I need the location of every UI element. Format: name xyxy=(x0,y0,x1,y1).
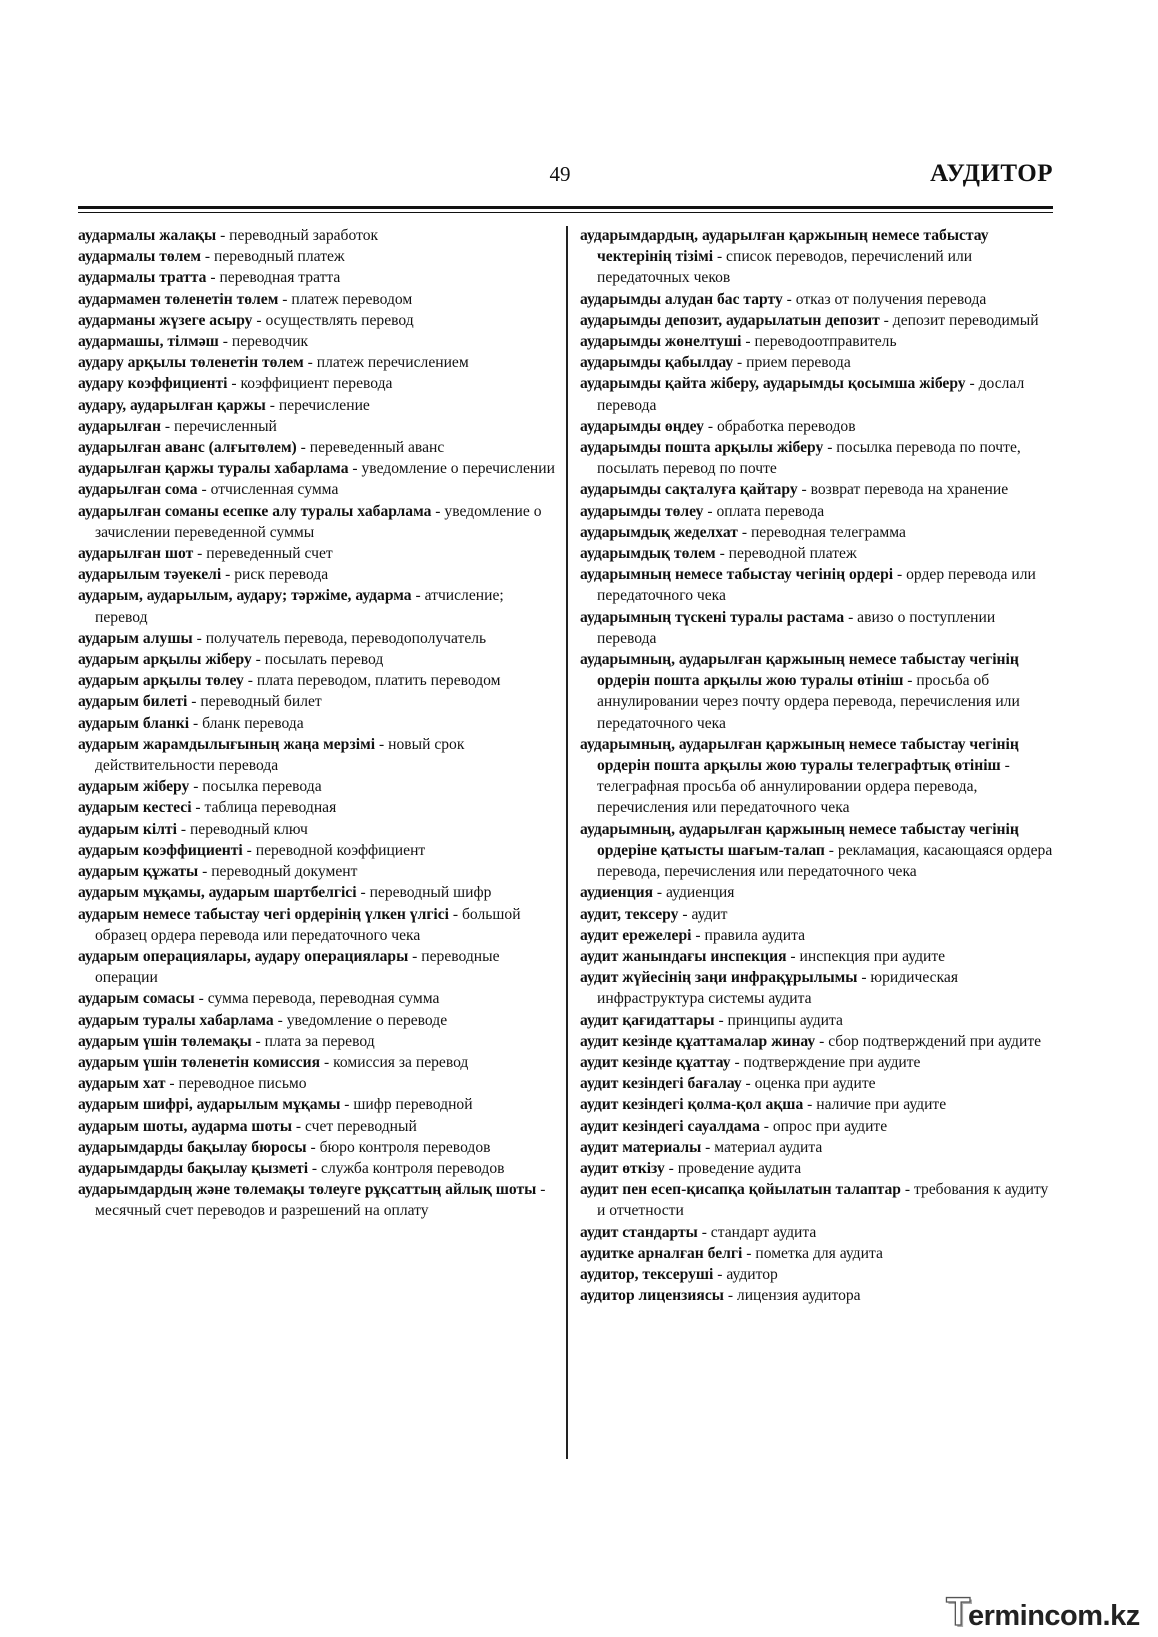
entry-translation: переводчик xyxy=(231,333,309,351)
entry-term: аудармалы тратта xyxy=(78,269,207,287)
entry-term: аударымның, аударылған қаржының немесе табыстау чегінің ордеріне қатысты шағым-талап xyxy=(580,820,1019,859)
entry-translation: шифр переводной xyxy=(353,1096,473,1114)
entry-term: аударымның түскені туралы растама xyxy=(580,608,845,626)
dictionary-entry: аудит кезінде құаттамалар жинау - сбор подтверждений при аудите xyxy=(580,1032,1042,1050)
entry-term: аударым жарамдылығының жаңа мерзімі xyxy=(78,735,376,753)
dictionary-entry: аударымдық төлем - переводной платеж xyxy=(580,545,857,563)
entry-translation: аудитор xyxy=(726,1265,778,1283)
dictionary-entry: аударым бланкі - бланк перевода xyxy=(78,714,304,732)
dictionary-entry: аудармалы төлем - переводный платеж xyxy=(78,248,345,266)
dictionary-entry: аудитор лицензиясы - лицензия аудитора xyxy=(580,1287,861,1305)
dictionary-entry: аударымды алудан бас тарту - отказ от получения перевода xyxy=(580,290,987,308)
entry-translation: посылка перевода xyxy=(202,778,322,796)
entry-translation: переводная тратта xyxy=(219,269,341,287)
entry-term: аудит кезіндегі сауалдама xyxy=(580,1117,760,1135)
dictionary-entry: аударылған соманы есепке алу туралы хабарлама - уведомление о зачислении переведенной суммы xyxy=(78,502,542,541)
entry-translation: переводной коэффициент xyxy=(255,841,426,859)
dictionary-entry: аударымдардың және төлемақы төлеуге рұқсаттың айлық шоты - месячный счет переводов и разрешений на оплату xyxy=(78,1181,546,1220)
entry-translation: возврат перевода на хранение xyxy=(810,481,1009,499)
dictionary-entry: аудармамен төленетін төлем - платеж переводом xyxy=(78,290,413,308)
dictionary-entry: аударымдарды бақылау бюросы - бюро контроля переводов xyxy=(78,1138,491,1156)
dictionary-entry: аударылған сома - отчисленная сумма xyxy=(78,481,339,499)
entry-translation: проведение аудита xyxy=(677,1159,802,1177)
entry-term: аударым коэффициенті xyxy=(78,841,243,859)
dictionary-entry: аударылған шот - переведенный счет xyxy=(78,545,333,563)
entry-term: аударымды алудан бас тарту xyxy=(580,290,783,308)
dictionary-entry: аударым операциялары, аудару операциялары - переводные операции xyxy=(78,947,500,987)
right-column xyxy=(580,225,1056,1306)
entry-term: аударым құжаты xyxy=(78,863,199,881)
entry-translation: переведенный аванс xyxy=(309,439,445,457)
entry-translation: уведомление о перечислении xyxy=(361,460,555,478)
entry-term: аударымды сақталуға қайтару xyxy=(580,481,798,499)
entry-translation: дослал перевода xyxy=(597,375,1025,414)
entry-term: аударым алушы xyxy=(78,629,193,647)
entry-term: аудит жүйесінің заңи инфрақұрылымы xyxy=(580,969,858,987)
dictionary-entry: аудит кезіндегі сауалдама - опрос при аудите xyxy=(580,1117,888,1135)
entry-translation: авизо о поступлении перевода xyxy=(597,608,996,647)
entry-term: аудит кезіндегі қолма-қол ақша xyxy=(580,1096,804,1114)
entry-translation: перечисление xyxy=(278,396,370,414)
dictionary-entry: аудиенция - аудиенция xyxy=(580,884,735,902)
dictionary-entry: аударым үшін төленетін комиссия - комиссия за перевод xyxy=(78,1053,469,1071)
left-column xyxy=(78,225,556,1222)
entry-translation: плата переводом, платить переводом xyxy=(256,672,501,690)
entry-term: аударым жіберу xyxy=(78,778,190,796)
dictionary-entry: аударымды қабылдау - прием перевода xyxy=(580,354,851,372)
terminkom-logo xyxy=(946,1590,1151,1632)
dictionary-entry: аударым коэффициенті - переводной коэффициент xyxy=(78,841,426,859)
dictionary-entry: аударымның немесе табыстау чегінің ордері - ордер перевода или передаточного чека xyxy=(580,566,1036,605)
dictionary-entry: аудит ережелері - правила аудита xyxy=(580,926,805,944)
entry-translation: просьба об аннулировании через почту ордера перевода, перечисления или передаточного чека xyxy=(597,672,1020,732)
entry-term: аударымның немесе табыстау чегінің ордері xyxy=(580,566,894,584)
entry-term: аударымдық төлем xyxy=(580,545,716,563)
entry-term: аударым билеті xyxy=(78,693,188,711)
dictionary-entry: аударымды сақталуға қайтару - возврат перевода на хранение xyxy=(580,481,1009,499)
entry-term: аударым шифрі, аударылым мұқамы xyxy=(78,1096,341,1114)
entry-term: аудит кезінде құаттамалар жинау xyxy=(580,1032,816,1050)
entry-translation: переводный ключ xyxy=(189,820,308,838)
entry-term: аударымды қабылдау xyxy=(580,354,734,372)
entry-term: аударылған соманы есепке алу туралы хабарлама xyxy=(78,502,432,520)
entry-translation: бюро контроля переводов xyxy=(319,1138,491,1156)
entry-translation: новый срок действительности перевода xyxy=(95,735,465,775)
dictionary-entry: аудармалы жалақы - переводный заработок xyxy=(78,227,379,244)
entry-translation: прием перевода xyxy=(746,354,851,372)
dictionary-entry: аударымды өңдеу - обработка переводов xyxy=(580,417,856,435)
entry-translation: юридическая инфраструктура системы аудита xyxy=(597,969,958,1008)
dictionary-entry: аудармашы, тілмәш - переводчик xyxy=(78,333,309,351)
entry-term: аудармамен төленетін төлем xyxy=(78,290,279,308)
entry-term: аударым үшін төленетін комиссия xyxy=(78,1053,321,1071)
dictionary-entry: аударымды жөнелтуші - переводоотправитель xyxy=(580,333,897,351)
entry-translation: депозит переводимый xyxy=(892,311,1039,329)
entry-term: аудит стандарты xyxy=(580,1223,698,1241)
dictionary-entry: аудит қағидаттары - принципы аудита xyxy=(580,1011,843,1029)
entry-translation: переводный платеж xyxy=(213,248,345,266)
entry-term: аудит кезіндегі бағалау xyxy=(580,1075,742,1093)
dictionary-entry: аудару арқылы төленетін төлем - платеж перечислением xyxy=(78,354,469,372)
entry-translation: получатель перевода, переводополучатель xyxy=(205,629,487,647)
entry-term: аударымды өңдеу xyxy=(580,417,704,435)
entry-translation: рекламация, касающаяся ордера перевода, перечисления или передаточного чека xyxy=(597,841,1053,881)
entry-translation: переводный документ xyxy=(211,863,358,881)
entry-translation: список переводов, перечислений или передаточных чеков xyxy=(597,248,973,287)
dictionary-entry: аудару коэффициенті - коэффициент перевода xyxy=(78,375,393,393)
dictionary-entry: аударым арқылы төлеу - плата переводом, платить переводом xyxy=(78,672,501,690)
entry-term: аударымдарды бақылау қызметі xyxy=(78,1159,309,1177)
dictionary-entry: аударымның, аударылған қаржының немесе табыстау чегінің ордерін пошта арқылы жою туралы телеграфтық өтініш - телеграфная просьба об аннулировании ордера перевода, перечисления или передаточного чека xyxy=(580,735,1019,817)
entry-term: аудит пен есеп-қисапқа қойылатын талаптар xyxy=(580,1181,901,1199)
dictionary-entry: аудит пен есеп-қисапқа қойылатын талаптар - требования к аудиту и отчетности xyxy=(580,1181,1049,1220)
entry-translation: переводный билет xyxy=(200,693,322,711)
entry-term: аудит қағидаттары xyxy=(580,1011,715,1029)
dictionary-entry: аударым немесе табыстау чегі ордерінің үлкен үлгісі - большой образец ордера перевода или передаточного чека xyxy=(78,905,521,944)
entry-translation: месячный счет переводов и разрешений на оплату xyxy=(95,1202,429,1220)
entry-term: аударылған xyxy=(78,417,161,435)
header-rule xyxy=(78,206,1053,209)
entry-translation: правила аудита xyxy=(704,926,805,944)
entry-term: аударымдық жеделхат xyxy=(580,523,738,541)
entry-term: аударым мұқамы, аударым шартбелгісі xyxy=(78,884,357,902)
dictionary-entry: аударым шоты, аударма шоты - счет переводный xyxy=(78,1117,417,1135)
entry-term: аударым, аударылым, аудару; тәржіме, аударма xyxy=(78,587,412,605)
entry-term: аударым хат xyxy=(78,1075,166,1093)
entry-translation: оплата перевода xyxy=(716,502,825,520)
dictionary-entry: аударым туралы хабарлама - уведомление о переводе xyxy=(78,1011,448,1029)
entry-translation: переводные операции xyxy=(95,947,500,987)
running-head: АУДИТОР xyxy=(930,160,1053,187)
entry-translation: телеграфная просьба об аннулировании ордера перевода, перечисления или передаточного чека xyxy=(597,778,978,817)
entry-translation: ордер перевода или передаточного чека xyxy=(597,566,1036,605)
entry-term: аударылған сома xyxy=(78,481,198,499)
entry-term: аудитке арналған белгі xyxy=(580,1244,743,1262)
dictionary-entry: аударым мұқамы, аударым шартбелгісі - переводный шифр xyxy=(78,884,492,902)
entry-term: аудиенция xyxy=(580,884,654,902)
entry-translation: посылать перевод xyxy=(264,651,384,669)
dictionary-entry: аударымды төлеу - оплата перевода xyxy=(580,502,825,520)
entry-term: аударылған аванс (алғытөлем) xyxy=(78,439,297,457)
entry-term: аударым туралы хабарлама xyxy=(78,1011,274,1029)
entry-translation: подтверждение при аудите xyxy=(743,1053,921,1071)
header-rule-thin xyxy=(78,212,1053,213)
entry-term: аударымды қайта жіберу, аударымды қосымша жіберу xyxy=(580,375,966,393)
entry-term: аудит өткізу xyxy=(580,1159,665,1177)
entry-term: аударымдардың және төлемақы төлеуге рұқсаттың айлық шоты xyxy=(78,1181,537,1199)
entry-term: аудару, аударылған қаржы xyxy=(78,396,266,414)
entry-term: аударым бланкі xyxy=(78,714,190,732)
entry-term: аударылым тәуекелі xyxy=(78,566,222,584)
dictionary-entry: аудит кезіндегі қолма-қол ақша - наличие при аудите xyxy=(580,1096,947,1114)
entry-term: аударым шоты, аударма шоты xyxy=(78,1117,293,1135)
dictionary-entry: аударымның түскені туралы растама - авизо о поступлении перевода xyxy=(580,608,996,647)
entry-translation: обработка переводов xyxy=(716,417,856,435)
entry-translation: отчисленная сумма xyxy=(210,481,339,499)
entry-translation: аудиенция xyxy=(666,884,735,902)
entry-term: аудитор лицензиясы xyxy=(580,1287,724,1305)
dictionary-entry: аударманы жүзеге асыру - осуществлять перевод xyxy=(78,311,414,329)
dictionary-entry: аударымды пошта арқылы жіберу - посылка перевода по почте, посылать перевод по почте xyxy=(580,439,1021,478)
entry-translation: посылка перевода по почте, посылать перевод по почте xyxy=(597,439,1021,478)
entry-translation: комиссия за перевод xyxy=(333,1053,469,1071)
entry-translation: атчисление; перевод xyxy=(95,587,504,626)
entry-translation: материал аудита xyxy=(714,1138,823,1156)
entry-translation: платеж перечислением xyxy=(316,354,469,372)
dictionary-entry: аударым кестесі - таблица переводная xyxy=(78,799,337,817)
entry-translation: бланк перевода xyxy=(202,714,304,732)
entry-translation: большой образец ордера перевода или передаточного чека xyxy=(95,905,521,944)
entry-term: аударымды жөнелтуші xyxy=(580,333,742,351)
entry-translation: пометка для аудита xyxy=(755,1244,883,1262)
entry-translation: платеж переводом xyxy=(291,290,413,308)
dictionary-entry: аударым құжаты - переводный документ xyxy=(78,863,358,881)
entry-translation: счет переводный xyxy=(305,1117,417,1135)
entry-term: аударым кестесі xyxy=(78,799,192,817)
entry-term: аудармалы төлем xyxy=(78,248,201,266)
entry-term: аударым сомасы xyxy=(78,990,195,1008)
dictionary-entry: аударым билеті - переводный билет xyxy=(78,693,322,711)
dictionary-entry: аудит стандарты - стандарт аудита xyxy=(580,1223,817,1241)
entry-term: аударымды пошта арқылы жіберу xyxy=(580,439,824,457)
entry-translation: плата за перевод xyxy=(264,1032,375,1050)
entry-term: аударым арқылы төлеу xyxy=(78,672,244,690)
entry-term: аудару арқылы төленетін төлем xyxy=(78,354,304,372)
entry-translation: наличие при аудите xyxy=(816,1096,947,1114)
entry-translation: переводный заработок xyxy=(229,227,379,244)
entry-term: аударым кілті xyxy=(78,820,177,838)
column-divider xyxy=(566,226,568,1459)
entry-term: аудит кезінде құаттау xyxy=(580,1053,731,1071)
dictionary-entry: аударылған қаржы туралы хабарлама - уведомление о перечислении xyxy=(78,460,555,478)
entry-translation: переведенный счет xyxy=(206,545,333,563)
dictionary-entry: аудит өткізу - проведение аудита xyxy=(580,1159,802,1177)
entry-translation: инспекция при аудите xyxy=(799,947,946,965)
dictionary-entry: аудит жанындағы инспекция - инспекция при аудите xyxy=(580,947,946,965)
dictionary-entry: аударымның, аударылған қаржының немесе табыстау чегінің ордеріне қатысты шағым-талап - рекламация, касающаяся ордера перевода, перечисления или передаточного чека xyxy=(580,820,1053,881)
entry-term: аудит, тексеру xyxy=(580,905,679,923)
entry-translation: стандарт аудита xyxy=(710,1223,817,1241)
entry-term: аудармашы, тілмәш xyxy=(78,333,219,351)
entry-term: аудару коэффициенті xyxy=(78,375,228,393)
entry-translation: уведомление о зачислении переведенной суммы xyxy=(95,502,542,541)
dictionary-entry: аударымды депозит, аударылатын депозит - депозит переводимый xyxy=(580,311,1039,329)
dictionary-entry: аудитке арналған белгі - пометка для аудита xyxy=(580,1244,883,1262)
entry-term: аударым үшін төлемақы xyxy=(78,1032,252,1050)
dictionary-entry: аударым алушы - получатель перевода, переводополучатель xyxy=(78,629,487,647)
dictionary-entry: аудитор, тексеруші - аудитор xyxy=(580,1265,778,1283)
dictionary-entry: аударым кілті - переводный ключ xyxy=(78,820,308,838)
dictionary-entry: аударылым тәуекелі - риск перевода xyxy=(78,566,329,584)
entry-term: аударымдардың, аударылған қаржының немесе табыстау чектерінің тізімі xyxy=(580,227,989,266)
entry-translation: сбор подтверждений при аудите xyxy=(828,1032,1042,1050)
entry-term: аудит ережелері xyxy=(580,926,692,944)
dictionary-entry: аударым жіберу - посылка перевода xyxy=(78,778,322,796)
entry-translation: оценка при аудите xyxy=(754,1075,876,1093)
dictionary-entry: аударылған аванс (алғытөлем) - переведенный аванс xyxy=(78,439,445,457)
entry-term: аударым арқылы жіберу xyxy=(78,651,252,669)
page-number: 49 xyxy=(549,162,571,186)
dictionary-entry: аударым үшін төлемақы - плата за перевод xyxy=(78,1032,375,1050)
dictionary-entry: аудит жүйесінің заңи инфрақұрылымы - юридическая инфраструктура системы аудита xyxy=(580,969,958,1008)
entry-translation: переводной платеж xyxy=(728,545,857,563)
entry-translation: требования к аудиту и отчетности xyxy=(597,1181,1049,1220)
dictionary-entry: аударым сомасы - сумма перевода, переводная сумма xyxy=(78,990,440,1008)
entry-term: аудит жанындағы инспекция xyxy=(580,947,787,965)
entry-term: аударылған қаржы туралы хабарлама xyxy=(78,460,349,478)
dictionary-entry: аударым, аударылым, аудару; тәржіме, аударма - атчисление; перевод xyxy=(78,587,504,626)
entry-term: аударымды депозит, аударылатын депозит xyxy=(580,311,880,329)
dictionary-entry: аударым арқылы жіберу - посылать перевод xyxy=(78,651,384,669)
entry-translation: отказ от получения перевода xyxy=(795,290,987,308)
dictionary-entry: аудит, тексеру - аудит xyxy=(580,905,728,923)
entry-term: аудит материалы xyxy=(580,1138,702,1156)
dictionary-entry: аударымдық жеделхат - переводная телеграмма xyxy=(580,523,906,541)
dictionary-entry: аудит кезіндегі бағалау - оценка при аудите xyxy=(580,1075,876,1093)
entry-translation: уведомление о переводе xyxy=(286,1011,448,1029)
entry-translation: переводная телеграмма xyxy=(750,523,906,541)
dictionary-entry: аударымдардың, аударылған қаржының немесе табыстау чектерінің тізімі - список переводов, перечислений или передаточных чеков xyxy=(580,227,989,287)
entry-translation: переводоотправитель xyxy=(754,333,897,351)
dictionary-entry: аудармалы тратта - переводная тратта xyxy=(78,269,341,287)
entry-translation: перечисленный xyxy=(173,417,277,435)
entry-translation: лицензия аудитора xyxy=(736,1287,861,1305)
entry-translation: переводный шифр xyxy=(369,884,492,902)
entry-translation: коэффициент перевода xyxy=(240,375,393,393)
dictionary-entry: аударым шифрі, аударылым мұқамы - шифр переводной xyxy=(78,1096,473,1114)
dictionary-entry: аударымды қайта жіберу, аударымды қосымша жіберу - дослал перевода xyxy=(580,375,1025,414)
entry-term: аударымды төлеу xyxy=(580,502,704,520)
entry-term: аударым немесе табыстау чегі ордерінің үлкен үлгісі xyxy=(78,905,449,923)
dictionary-entry: аудару, аударылған қаржы - перечисление xyxy=(78,396,370,414)
watermark-letter: T xyxy=(946,1590,970,1634)
dictionary-entry: аударымның, аударылған қаржының немесе табыстау чегінің ордерін пошта арқылы жою туралы өтініш - просьба об аннулировании через почту ордера перевода, перечисления или передаточного чека xyxy=(580,651,1020,732)
entry-translation: таблица переводная xyxy=(204,799,337,817)
entry-term: аударымдарды бақылау бюросы xyxy=(78,1138,307,1156)
dictionary-entry: аудит материалы - материал аудита xyxy=(580,1138,823,1156)
entry-term: аударымның, аударылған қаржының немесе табыстау чегінің ордерін пошта арқылы жою туралы өтініш xyxy=(580,651,1019,690)
entry-translation: переводное письмо xyxy=(178,1075,307,1093)
entry-term: аударымның, аударылған қаржының немесе табыстау чегінің ордерін пошта арқылы жою туралы телеграфтық өтініш xyxy=(580,735,1019,775)
entry-term: аудармалы жалақы xyxy=(78,227,217,244)
dictionary-entry: аударылған - перечисленный xyxy=(78,417,277,435)
entry-translation: принципы аудита xyxy=(727,1011,843,1029)
entry-translation: служба контроля переводов xyxy=(321,1159,505,1177)
dictionary-entry: аударым хат - переводное письмо xyxy=(78,1075,307,1093)
entry-translation: сумма перевода, переводная сумма xyxy=(207,990,440,1008)
dictionary-entry: аударымдарды бақылау қызметі - служба контроля переводов xyxy=(78,1159,505,1177)
entry-term: аударманы жүзеге асыру xyxy=(78,311,253,329)
entry-translation: осуществлять перевод xyxy=(265,311,414,329)
entry-term: аудитор, тексеруші xyxy=(580,1265,714,1283)
entry-translation: риск перевода xyxy=(234,566,329,584)
entry-term: аударым операциялары, аудару операциялары xyxy=(78,947,409,965)
entry-translation: опрос при аудите xyxy=(772,1117,888,1135)
dictionary-entry: аудит кезінде құаттау - подтверждение при аудите xyxy=(580,1053,921,1071)
entry-term: аударылған шот xyxy=(78,545,194,563)
dictionary-entry: аударым жарамдылығының жаңа мерзімі - новый срок действительности перевода xyxy=(78,735,465,775)
entry-translation: аудит xyxy=(691,905,728,923)
watermark-text: ermincom.kz xyxy=(967,1600,1140,1632)
